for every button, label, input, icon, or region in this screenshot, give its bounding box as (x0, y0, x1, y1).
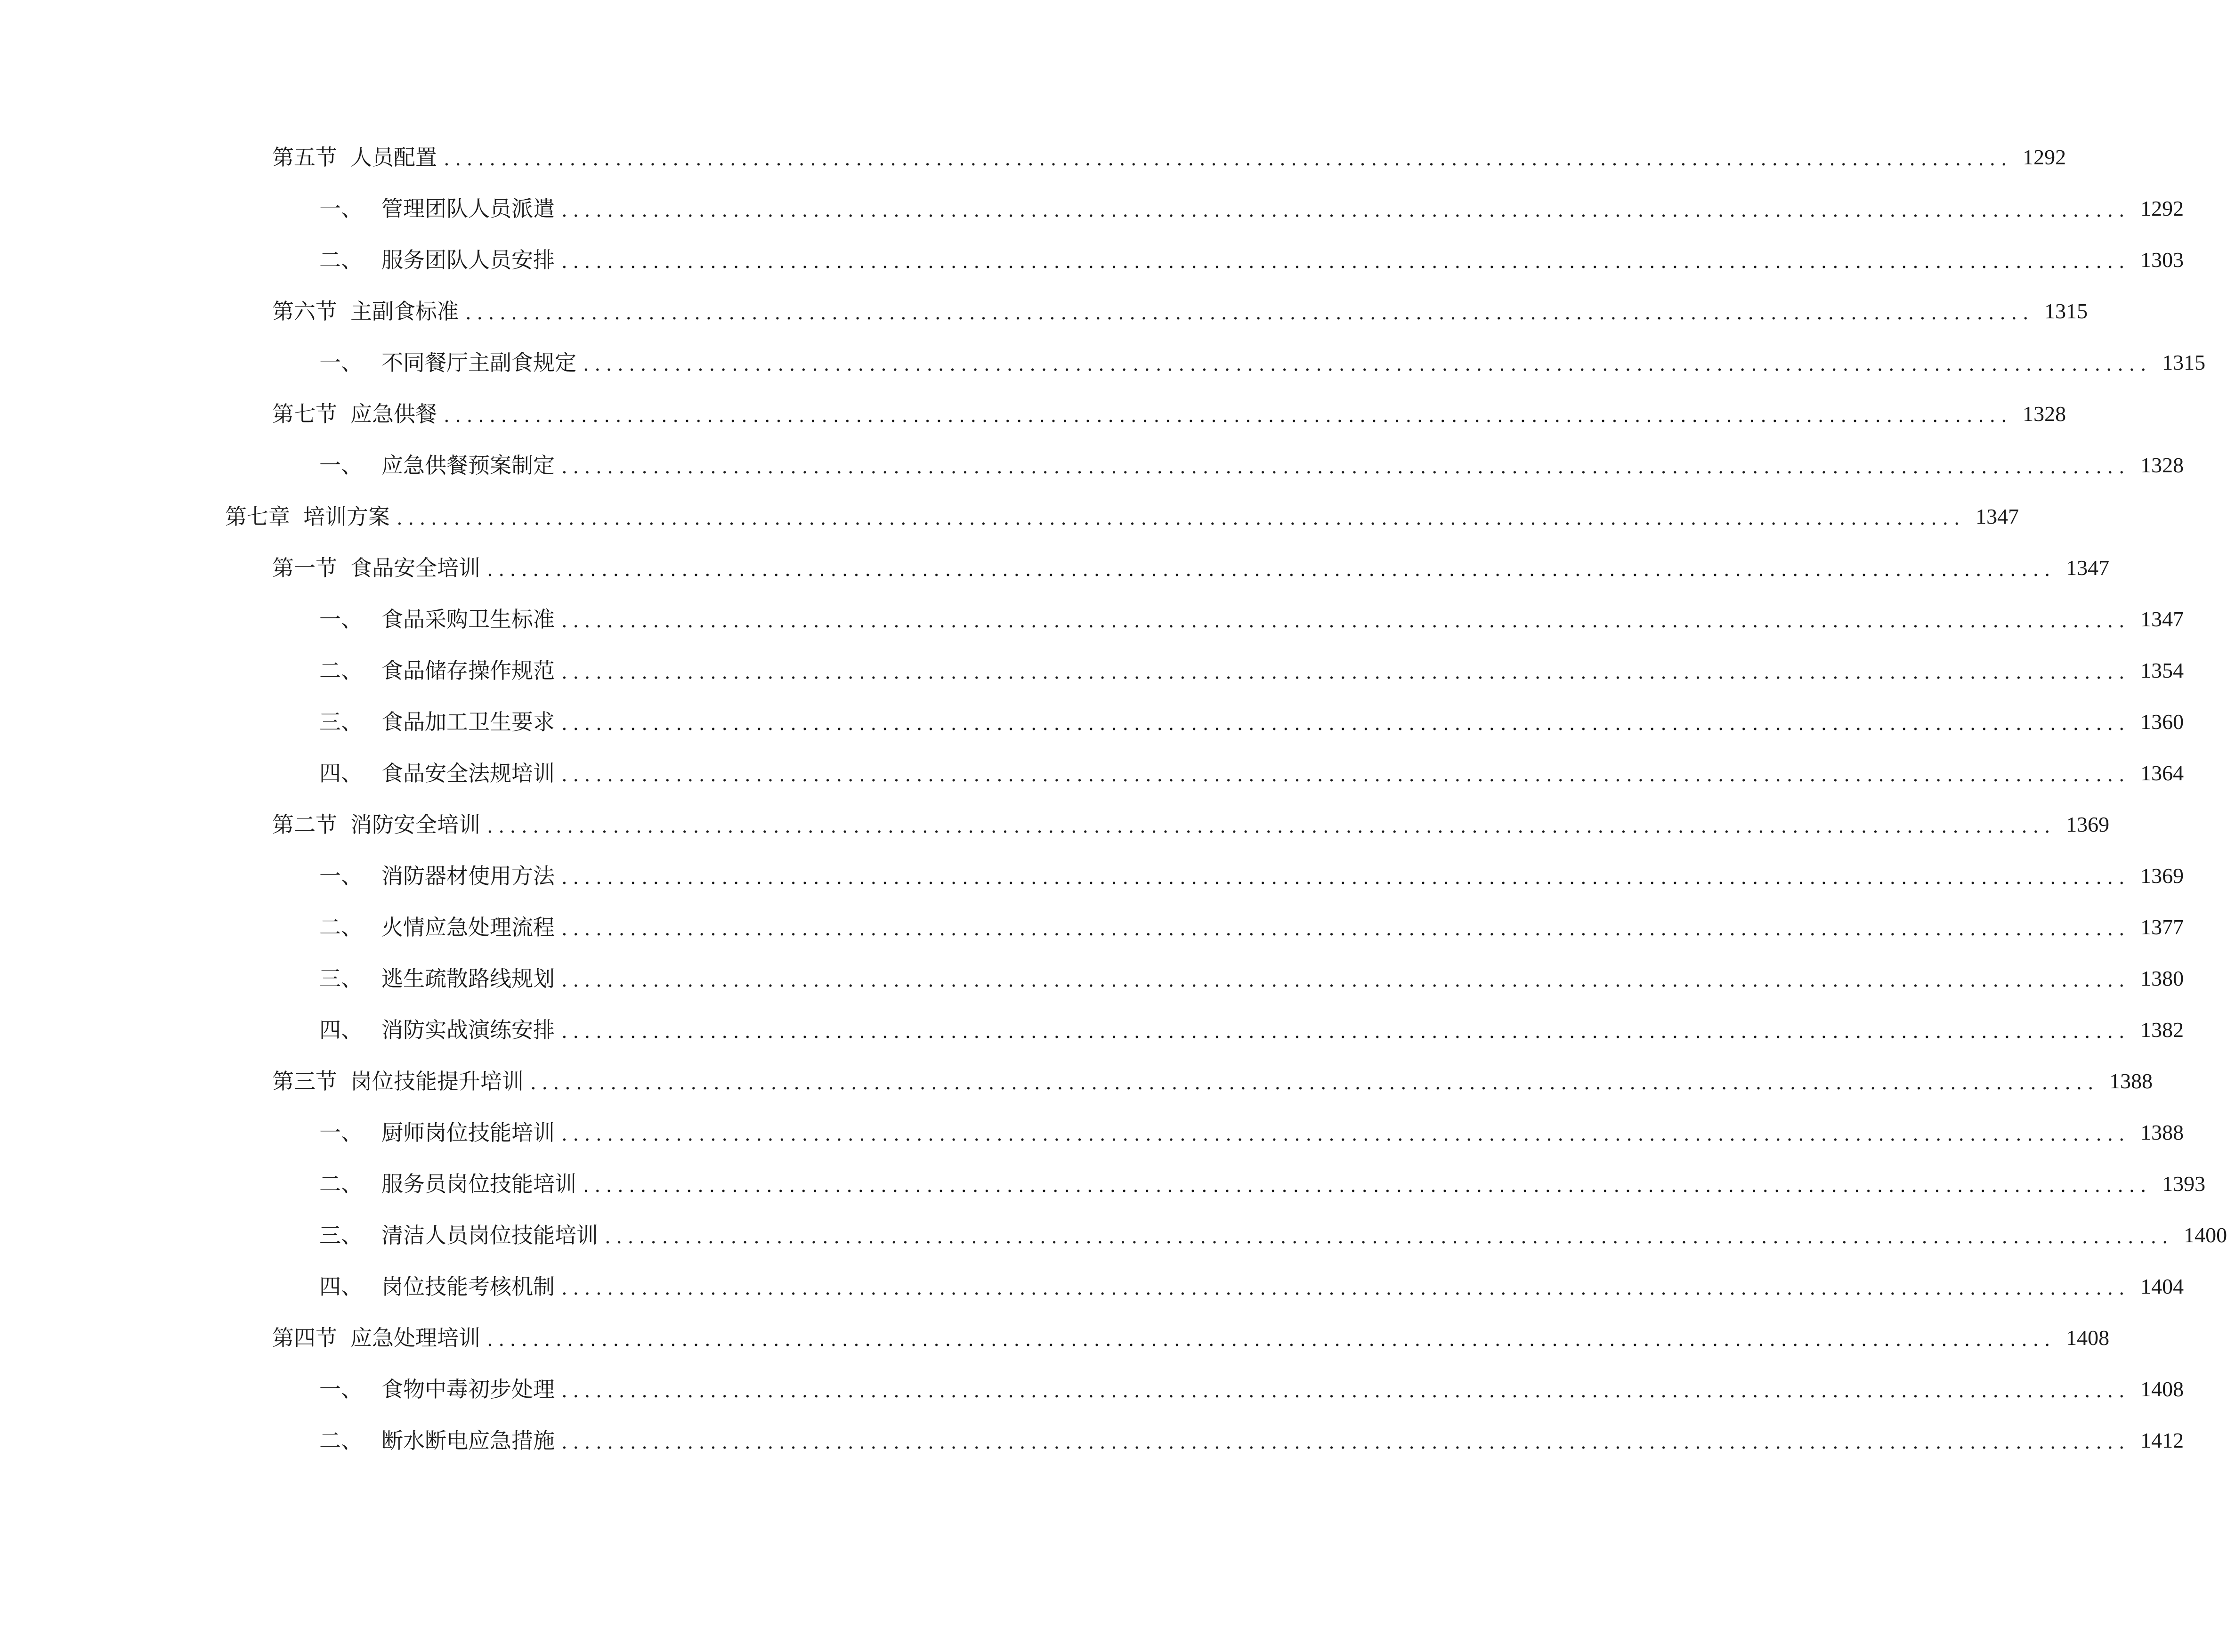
toc-entry-number: 三、 (319, 966, 363, 991)
toc-entry-number: 二、 (319, 247, 363, 273)
toc-entry-label (319, 241, 555, 279)
toc-entry-number: 二、 (319, 658, 363, 683)
toc-entry-title: 断水断电应急措施 (381, 1428, 555, 1453)
toc-dot-leader: ......................................................................................................................................... (561, 867, 2130, 889)
toc-page-number: 1292 (2140, 196, 2184, 220)
toc-entry-label (272, 806, 480, 843)
toc-entry[interactable] (225, 498, 2019, 535)
toc-entry-title: 消防安全培训 (350, 812, 480, 837)
toc-entry-title: 消防实战演练安排 (381, 1017, 555, 1043)
toc-entry-label (319, 190, 555, 227)
toc-entry[interactable] (319, 446, 2184, 484)
toc-dot-leader: ......................................................................................................................................... (397, 508, 1966, 529)
toc-entry-number: 一、 (319, 1377, 363, 1402)
toc-dot-leader: ......................................................................................................................................... (561, 713, 2130, 735)
toc-page-number: 1292 (2023, 145, 2066, 169)
toc-page-number: 1400 (2184, 1223, 2227, 1247)
toc-entry-number: 二、 (319, 1171, 363, 1197)
toc-entry[interactable] (319, 857, 2184, 895)
toc-page-number: 1412 (2140, 1428, 2184, 1452)
toc-entry[interactable] (272, 138, 2066, 176)
toc-dot-leader: ......................................................................................................................................... (561, 918, 2130, 940)
toc-entry-number: 四、 (319, 1017, 363, 1043)
toc-entry-title: 人员配置 (350, 145, 437, 170)
toc-dot-leader: ......................................................................................................................................... (561, 1432, 2130, 1453)
toc-entry[interactable] (319, 1216, 2227, 1254)
toc-entry-title: 岗位技能提升培训 (350, 1069, 524, 1094)
toc-page-number: 1377 (2140, 915, 2184, 939)
toc-dot-leader: ......................................................................................................................................... (561, 1380, 2130, 1402)
toc-entry-title: 培训方案 (303, 504, 390, 529)
toc-entry[interactable] (319, 703, 2184, 741)
toc-dot-leader: ......................................................................................................................................... (561, 1124, 2130, 1145)
toc-entry-label (319, 1165, 576, 1203)
toc-entry[interactable] (319, 652, 2184, 689)
toc-entry-number: 第二节 (272, 812, 337, 837)
toc-dot-leader: ......................................................................................................................................... (583, 1175, 2152, 1197)
toc-entry[interactable] (319, 1165, 2206, 1203)
toc-page-number: 1303 (2140, 248, 2184, 272)
toc-entry-number: 第七章 (225, 504, 290, 529)
toc-entry-label (319, 960, 555, 997)
toc-entry[interactable] (319, 600, 2184, 638)
toc-entry[interactable] (319, 1114, 2184, 1151)
toc-entry-label (225, 498, 390, 535)
toc-entry-title: 火情应急处理流程 (381, 915, 555, 940)
toc-entry[interactable] (319, 190, 2184, 227)
toc-entry-title: 食物中毒初步处理 (381, 1377, 555, 1402)
toc-entry-label (319, 652, 555, 689)
toc-entry[interactable] (319, 754, 2184, 792)
toc-entry[interactable] (319, 241, 2184, 279)
toc-entry-title: 厨师岗位技能培训 (381, 1120, 555, 1145)
toc-page-number: 1388 (2140, 1120, 2184, 1144)
toc-entry-number: 一、 (319, 863, 363, 889)
toc-entry[interactable] (272, 806, 2110, 843)
toc-dot-leader: ......................................................................................................................................... (561, 970, 2130, 991)
toc-dot-leader: ......................................................................................................................................... (444, 148, 2013, 170)
toc-entry-title: 岗位技能考核机制 (381, 1274, 555, 1299)
toc-dot-leader: ......................................................................................................................................... (561, 1021, 2130, 1043)
toc-page-number: 1408 (2066, 1326, 2110, 1350)
toc-entry-label (272, 395, 437, 433)
toc-entry-title: 食品储存操作规范 (381, 658, 555, 683)
toc-entry-title: 应急处理培训 (350, 1325, 480, 1351)
toc-dot-leader: ......................................................................................................................................... (561, 662, 2130, 683)
toc-entry-label (272, 1319, 480, 1357)
toc-page-number: 1364 (2140, 761, 2184, 785)
toc-entry-label (319, 446, 555, 484)
toc-entry-label (319, 703, 555, 741)
toc-entry-label (319, 908, 555, 946)
toc-dot-leader: ......................................................................................................................................... (561, 456, 2130, 478)
toc-entry-number: 四、 (319, 761, 363, 786)
toc-entry[interactable] (319, 1011, 2184, 1049)
toc-page-number: 1315 (2044, 299, 2088, 323)
toc-entry-label (319, 1370, 555, 1408)
toc-entry-number: 第四节 (272, 1325, 337, 1351)
toc-entry-title: 服务员岗位技能培训 (381, 1171, 576, 1197)
toc-entry[interactable] (272, 1062, 2153, 1100)
toc-entry-title: 逃生疏散路线规划 (381, 966, 555, 991)
toc-entry-number: 第三节 (272, 1069, 337, 1094)
toc-entry-number: 四、 (319, 1274, 363, 1299)
toc-entry-label (319, 344, 576, 381)
toc-entry[interactable] (319, 908, 2184, 946)
toc-dot-leader: ......................................................................................................................................... (487, 559, 2056, 581)
toc-entry-label (319, 1011, 555, 1049)
toc-entry-title: 应急供餐预案制定 (381, 453, 555, 478)
toc-entry-label (319, 857, 555, 895)
toc-page-number: 1315 (2162, 350, 2206, 374)
toc-entry[interactable] (319, 1422, 2184, 1459)
toc-entry[interactable] (319, 960, 2184, 997)
toc-entry[interactable] (319, 1370, 2184, 1408)
toc-entry-title: 应急供餐 (350, 401, 437, 427)
toc-page-number: 1380 (2140, 966, 2184, 990)
toc-entry-title: 服务团队人员安排 (381, 247, 555, 273)
toc-page-number: 1347 (2140, 607, 2184, 631)
toc-entry-title: 食品加工卫生要求 (381, 709, 555, 735)
toc-dot-leader: ......................................................................................................................................... (561, 764, 2130, 786)
toc-entry-title: 食品采购卫生标准 (381, 607, 555, 632)
toc-entry-title: 清洁人员岗位技能培训 (381, 1223, 598, 1248)
toc-entry-title: 主副食标准 (350, 299, 459, 324)
toc-entry-label (319, 1422, 555, 1459)
toc-entry-number: 第七节 (272, 401, 337, 427)
toc-entry-number: 一、 (319, 607, 363, 632)
toc-entry[interactable] (272, 549, 2110, 587)
toc-dot-leader: ......................................................................................................................................... (530, 1072, 2099, 1094)
toc-entry-label (319, 754, 555, 792)
toc-dot-leader: ......................................................................................................................................... (583, 354, 2152, 375)
toc-entry-label (272, 1062, 524, 1100)
toc-page-number: 1328 (2023, 402, 2066, 426)
toc-page-number: 1347 (1976, 504, 2019, 528)
toc-entry-number: 第一节 (272, 555, 337, 581)
toc-entry-number: 二、 (319, 1428, 363, 1453)
toc-entry-label (272, 292, 459, 330)
toc-entry-number: 一、 (319, 350, 363, 375)
toc-entry[interactable] (319, 1268, 2184, 1305)
toc-page-number: 1328 (2140, 453, 2184, 477)
toc-page-number: 1408 (2140, 1377, 2184, 1401)
toc-entry-label (319, 600, 555, 638)
toc-dot-leader: ......................................................................................................................................... (487, 816, 2056, 837)
toc-dot-leader: ......................................................................................................................................... (561, 200, 2130, 221)
toc-entry[interactable] (272, 292, 2088, 330)
toc-entry[interactable] (272, 1319, 2110, 1357)
toc-entry-label (272, 549, 480, 587)
toc-page-number: 1393 (2162, 1172, 2206, 1196)
toc-page-number: 1382 (2140, 1018, 2184, 1042)
toc-dot-leader: ......................................................................................................................................... (561, 610, 2130, 632)
toc-dot-leader: ......................................................................................................................................... (487, 1329, 2056, 1351)
toc-entry-number: 二、 (319, 915, 363, 940)
toc-entry-label (319, 1268, 555, 1305)
toc-entry-number: 三、 (319, 709, 363, 735)
toc-entry-number: 一、 (319, 196, 363, 221)
toc-dot-leader: ......................................................................................................................................... (561, 251, 2130, 273)
toc-entry-number: 一、 (319, 453, 363, 478)
toc-dot-leader: ......................................................................................................................................... (444, 405, 2013, 427)
toc-entry[interactable] (319, 344, 2206, 381)
toc-entry-label (272, 138, 437, 176)
toc-entry-number: 第六节 (272, 299, 337, 324)
toc-dot-leader: ......................................................................................................................................... (605, 1226, 2174, 1248)
toc-entry-number: 第五节 (272, 145, 337, 170)
toc-entry-number: 一、 (319, 1120, 363, 1145)
toc-page-number: 1369 (2140, 864, 2184, 888)
toc-entry-title: 不同餐厅主副食规定 (381, 350, 576, 375)
toc-page-number: 1369 (2066, 812, 2110, 836)
toc-page-number: 1354 (2140, 658, 2184, 682)
toc-page-number: 1347 (2066, 556, 2110, 580)
toc-entry-title: 食品安全培训 (350, 555, 480, 581)
toc-page-number: 1388 (2109, 1069, 2153, 1093)
toc-entry-title: 食品安全法规培训 (381, 761, 555, 786)
toc-entry-label (319, 1216, 598, 1254)
toc-entry-title: 消防器材使用方法 (381, 863, 555, 889)
toc-entry-title: 管理团队人员派遣 (381, 196, 555, 221)
toc-page-number: 1360 (2140, 710, 2184, 734)
toc-entry[interactable] (272, 395, 2066, 433)
toc-dot-leader: ......................................................................................................................................... (561, 1278, 2130, 1299)
toc-page-number: 1404 (2140, 1274, 2184, 1298)
toc-entry-number: 三、 (319, 1223, 363, 1248)
toc-dot-leader: ......................................................................................................................................... (465, 302, 2034, 324)
toc-entry-label (319, 1114, 555, 1151)
